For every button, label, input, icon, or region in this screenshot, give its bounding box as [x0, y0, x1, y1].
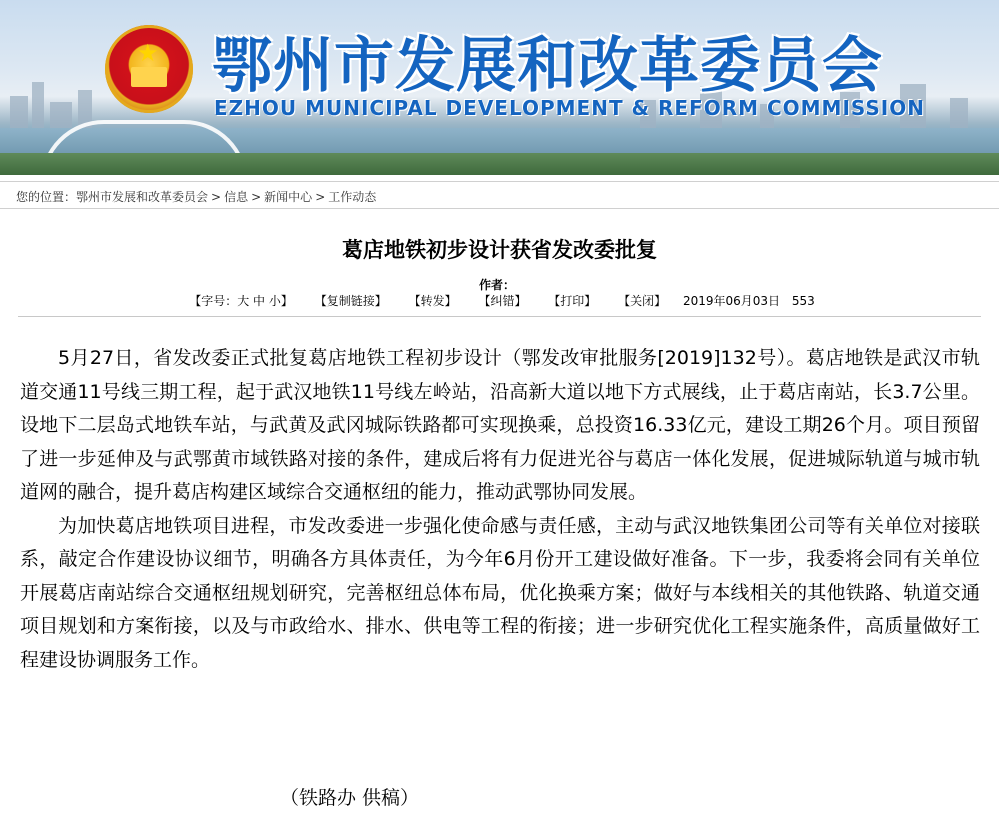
star-icon: ★ [137, 39, 159, 67]
breadcrumb-prefix: 您的位置： [16, 190, 77, 204]
breadcrumb [0, 181, 999, 209]
breadcrumb-separator: > [251, 190, 262, 204]
copy-link-button[interactable]: 【复制链接】 [314, 294, 387, 308]
article-paragraph: 为加快葛店地铁项目进程，市发改委进一步强化使命感与责任感，主动与武汉地铁集团公司等有关单位对接联系，敲定合作建设协议细节，明确各方具体责任，为今年6月份开工建设做好准备。下一步，我委将会同有关单位开展葛店南站综合交通枢纽规划研究，完善枢纽总体布局，优化换乘方案；做好与本线相关的其他铁路、轨道交通项目规划和方案衔接，以及与市政给水、排水、供电等工程的衔接；进一步研究优化工程实施条件，高质量做好工程建设协调服务工作。 [20, 514, 980, 671]
article-signature: （铁路办 供稿） [280, 787, 420, 809]
font-size-control: 【字号：大 中 小】 [189, 294, 293, 308]
view-count: 553 [791, 294, 815, 308]
close-button[interactable]: 【关闭】 [618, 294, 667, 308]
breadcrumb-link-info[interactable]: 信息 [224, 190, 249, 204]
national-emblem-icon [105, 25, 193, 113]
article-paragraph: 5月27日，省发改委正式批复葛店地铁工程初步设计（鄂发改审批服务[2019]132号）。葛店地铁是武汉市轨道交通11号线三期工程，起于武汉地铁11号线左岭站，沿高新大道以地下方式展线，止于葛店南站，长3.7公里。设地下二层岛式地铁车站，与武黄及武冈城际铁路都可实现换乘，总投资16.33亿元，建设工期26个月。项目预留了进一步延伸及与武鄂黄市域铁路对接的条件，建成后将有力促进光谷与葛店一体化发展，促进城际轨道与城市轨道网的融合，提升葛店构建区域综合交通枢纽的能力，推动武鄂协同发展。 [20, 347, 980, 503]
publish-date: 2019年06月03日 [682, 294, 781, 308]
breadcrumb-link-home[interactable]: 鄂州市发展和改革委员会 [76, 190, 209, 204]
divider [18, 316, 981, 317]
lake-shore [0, 153, 999, 175]
breadcrumb-separator: > [315, 190, 326, 204]
print-button[interactable]: 【打印】 [548, 294, 597, 308]
article-title: 葛店地铁初步设计获省发改委批复 [342, 238, 657, 262]
article-body [20, 342, 980, 677]
breadcrumb-separator: > [211, 190, 222, 204]
site-title-english: EZHOU MUNICIPAL DEVELOPMENT & REFORM COMMISSION [214, 96, 925, 120]
tiananmen-gate-icon [131, 67, 167, 87]
site-title: 鄂州市发展和改革委员会 [212, 31, 883, 101]
forward-button[interactable]: 【转发】 [408, 294, 457, 308]
article-toolbar [0, 292, 999, 309]
correct-button[interactable]: 【纠错】 [478, 294, 527, 308]
article-author: 作者： [479, 278, 516, 292]
font-medium-button[interactable]: 中 [253, 294, 266, 308]
breadcrumb-link-news[interactable]: 新闻中心 [264, 190, 313, 204]
font-small-button[interactable]: 小 [268, 294, 281, 308]
font-large-button[interactable]: 大 [237, 294, 250, 308]
breadcrumb-link-work[interactable]: 工作动态 [328, 190, 377, 204]
site-banner [0, 0, 999, 175]
